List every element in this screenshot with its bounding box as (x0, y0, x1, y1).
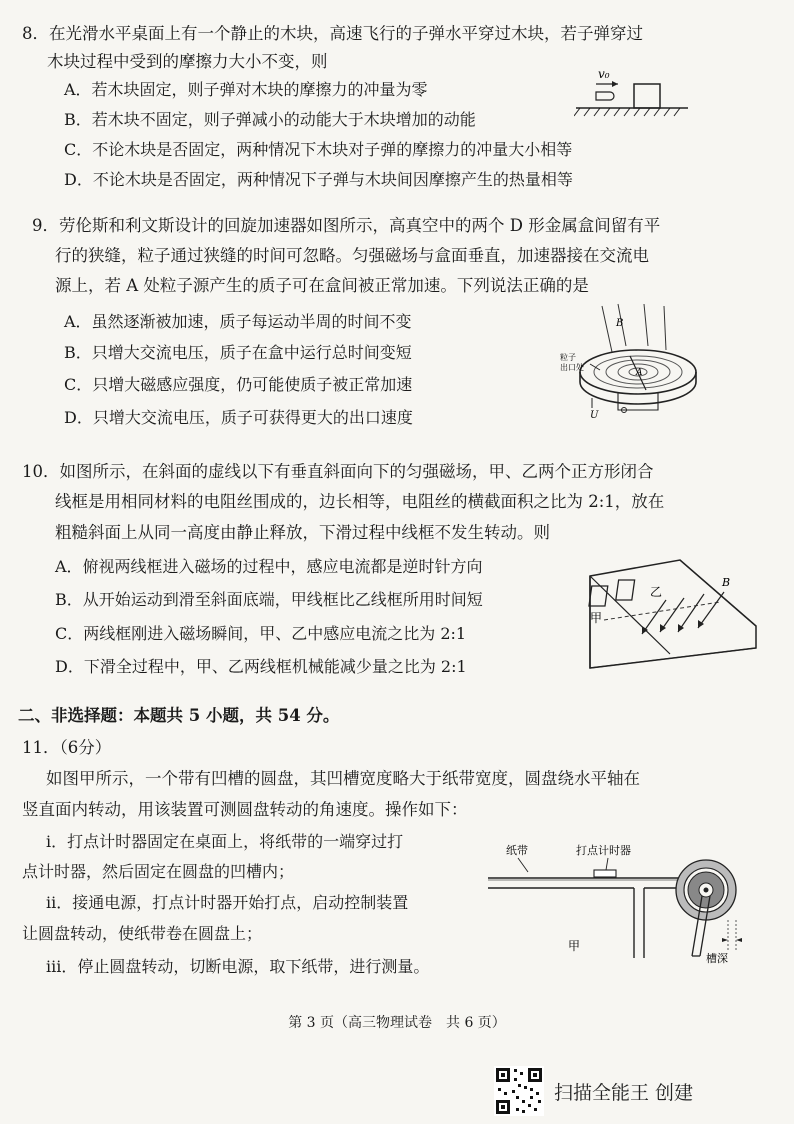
q10-figure-incline (560, 556, 760, 676)
q11-step3: iii．停止圆盘转动，切断电源，取下纸带，进行测量。 (46, 957, 430, 976)
q11-step2-line1: ii．接通电源，打点计时器开始打点，启动控制装置 (46, 893, 409, 912)
v0-label: v₀ (598, 67, 610, 81)
scanner-brand (494, 1066, 754, 1116)
depth-label: 槽深 (706, 952, 728, 965)
q10-stem-line2: 线框是用相同材料的电阻丝围成的，边长相等，电阻丝的横截面积之比为 2:1，放在 (55, 492, 665, 511)
q10-option-c: C．两线框刚进入磁场瞬间，甲、乙中感应电流之比为 2:1 (55, 624, 467, 643)
q11-step2-line2: 让圆盘转动，使纸带卷在圆盘上； (22, 924, 263, 943)
q9-stem-line1: 9．劳伦斯和利文斯设计的回旋加速器如图所示，高真空中的两个 D 形金属盒间留有平 (32, 216, 661, 235)
brand-text: 扫描全能王 创建 (554, 1082, 694, 1104)
yi-label: 乙 (650, 585, 663, 599)
bullet-icon (596, 92, 614, 100)
exit-label-2: 出口处 (560, 363, 584, 372)
q10-stem-line1: 10．如图所示，在斜面的虚线以下有垂直斜面向下的匀强磁场，甲、乙两个正方形闭合 (22, 462, 654, 481)
q11-para-line2: 竖直面内转动，用该装置可测圆盘转动的角速度。操作如下： (22, 800, 468, 819)
q9-option-b: B．只增大交流电压，质子在盒中运行总时间变短 (64, 343, 412, 362)
q11-step1-line1: i．打点计时器固定在桌面上，将纸带的一端穿过打 (46, 832, 404, 851)
qr-code-icon (494, 1066, 544, 1116)
jia-label: 甲 (568, 939, 581, 953)
q8-option-d: D．不论木块是否固定，两种情况下子弹与木块间因摩擦产生的热量相等 (64, 170, 573, 189)
exit-label-1: 粒子 (560, 353, 576, 362)
tape-label: 纸带 (506, 844, 528, 857)
q11-heading: 11．（6分） (22, 738, 112, 757)
q11-step1-line2: 点计时器，然后固定在圆盘的凹槽内； (22, 862, 295, 881)
q10-option-a: A．俯视两线框进入磁场的过程中，感应电流都是逆时针方向 (55, 557, 483, 576)
voltage-u-label: U (590, 410, 599, 421)
q8-option-a: A．若木块固定，则子弹对木块的摩擦力的冲量为零 (64, 80, 428, 99)
q10-stem-line3: 粗糙斜面上从同一高度由静止释放，下滑过程中线框不发生转动。则 (55, 523, 550, 542)
q9-stem-line3: 源上，若 A 处粒子源产生的质子可在盒间被正常加速。下列说法正确的是 (55, 276, 589, 295)
q8-option-c: C．不论木块是否固定，两种情况下木块对子弹的摩擦力的冲量大小相等 (64, 140, 573, 159)
frame-yi (616, 580, 635, 600)
q8-figure-bullet-block (574, 62, 690, 128)
frame-jia (589, 586, 608, 606)
timer-label: 打点计时器 (576, 844, 631, 857)
jia-label: 甲 (590, 611, 603, 625)
q8-stem-line2: 木块过程中受到的摩擦力大小不变，则 (47, 52, 328, 71)
q9-option-c: C．只增大磁感应强度，仍可能使质子被正常加速 (64, 375, 413, 394)
q9-figure-cyclotron (560, 302, 700, 422)
b-field-label: B (616, 318, 624, 329)
q9-option-d: D．只增大交流电压，质子可获得更大的出口速度 (64, 408, 413, 427)
q10-option-d: D．下滑全过程中，甲、乙两线框机械能减少量之比为 2:1 (55, 657, 467, 676)
q9-option-a: A．虽然逐渐被加速，质子每运动半周的时间不变 (64, 312, 412, 331)
q11-figure-apparatus (484, 838, 780, 968)
q8-option-b: B．若木块不固定，则子弹减小的动能大于木块增加的动能 (64, 110, 476, 129)
block-shape (634, 84, 660, 108)
source-a-label: A (636, 368, 643, 378)
timer-icon (594, 870, 616, 877)
page-footer: 第 3 页（高三物理试卷 共 6 页） (288, 1015, 506, 1031)
b-field-label: B (722, 576, 731, 589)
q8-stem-line1: 8．在光滑水平桌面上有一个静止的木块，高速飞行的子弹水平穿过木块，若子弹穿过 (22, 24, 643, 43)
q9-stem-line2: 行的狭缝，粒子通过狭缝的时间可忽略。匀强磁场与盒面垂直，加速器接在交流电 (55, 246, 649, 265)
section2-heading: 二、非选择题：本题共 5 小题，共 54 分。 (18, 706, 340, 725)
q11-para-line1: 如图甲所示，一个带有凹槽的圆盘，其凹槽宽度略大于纸带宽度，圆盘绕水平轴在 (46, 769, 640, 788)
q10-option-b: B．从开始运动到滑至斜面底端，甲线框比乙线框所用时间短 (55, 590, 483, 609)
